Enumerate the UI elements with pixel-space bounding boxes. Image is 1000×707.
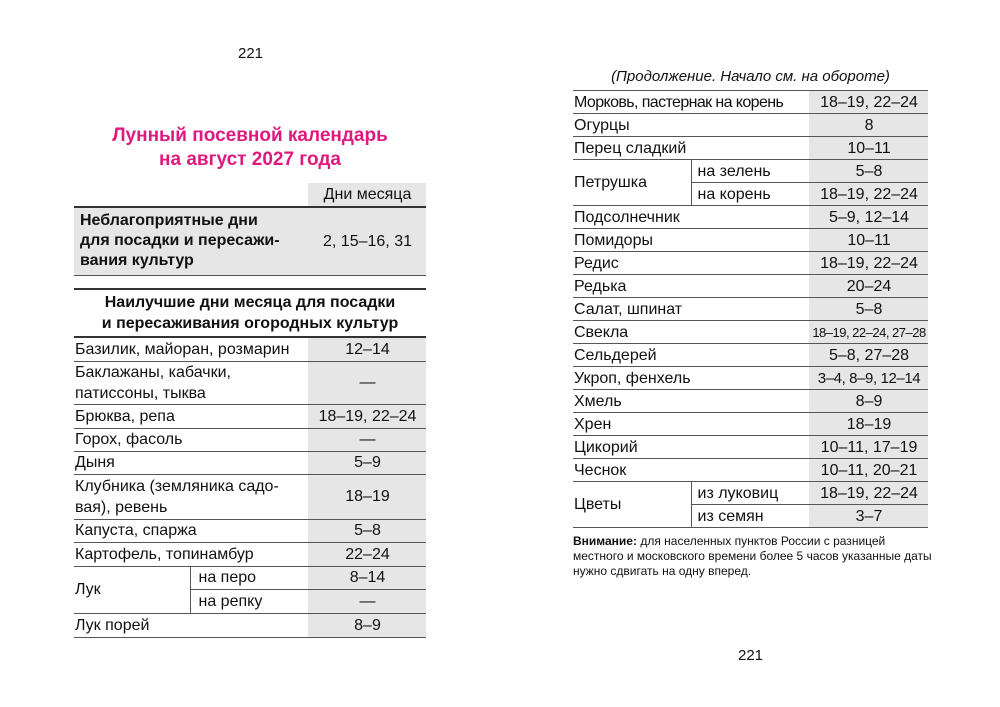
table-row: Хрен 18–19 xyxy=(573,413,928,436)
title-line-1: Лунный посевной календарь xyxy=(112,125,388,146)
table-row: из семян 3–7 xyxy=(573,505,928,528)
table-row: Морковь, пастернак на корень 18–19, 22–24 xyxy=(573,91,928,114)
note-bold-label: Внимание: xyxy=(573,534,637,548)
table-row: Цветы из луковиц 18–19, 22–24 xyxy=(573,482,928,505)
table-row: Сельдерей 5–8, 27–28 xyxy=(573,344,928,367)
table-row: Баклажаны, кабачки, патиссоны, тыква — xyxy=(74,361,426,404)
right-table xyxy=(573,90,928,528)
unfavorable-table xyxy=(74,183,426,276)
page-number-left: 221 xyxy=(238,45,264,62)
table-row: Капуста, спаржа 5–8 xyxy=(74,519,426,542)
title-line-2: на август 2027 года xyxy=(159,149,341,170)
unfavorable-days: 2, 15–16, 31 xyxy=(308,207,426,275)
table-row: Свекла 18–19, 22–24, 27–28 xyxy=(573,321,928,344)
table-row: Лук порей 8–9 xyxy=(74,613,426,637)
table-row: Горох, фасоль — xyxy=(74,428,426,451)
unfavorable-label: Неблагоприятные дни для посадки и пересажи- вания культур xyxy=(74,207,308,275)
table-row: Картофель, топинамбур 22–24 xyxy=(74,542,426,566)
col-header-days: Дни месяца xyxy=(308,183,426,207)
divider xyxy=(74,288,426,290)
table-row: Подсолнечник 5–9, 12–14 xyxy=(573,206,928,229)
page-number-right: 221 xyxy=(738,647,764,664)
table-row: Дыня 5–9 xyxy=(74,451,426,474)
table-row: Редька 20–24 xyxy=(573,275,928,298)
continuation-note: (Продолжение. Начало см. на обороте) xyxy=(611,68,890,85)
table-row: Лук на перо 8–14 xyxy=(74,566,426,589)
best-days-table xyxy=(74,338,426,638)
table-row: Хмель 8–9 xyxy=(573,390,928,413)
table-row: Клубника (земляника садо- вая), ревень 18–19 xyxy=(74,474,426,519)
table-row: Салат, шпинат 5–8 xyxy=(573,298,928,321)
attention-note xyxy=(573,534,933,579)
table-row: на корень 18–19, 22–24 xyxy=(573,183,928,206)
note-text: для населенных пунктов России с разницей местного и московского времени более 5 часов указанные даты нужно сдвигать на одну вперед. xyxy=(573,534,932,578)
table-row: Чеснок 10–11, 20–21 xyxy=(573,459,928,482)
table-row: Огурцы 8 xyxy=(573,114,928,137)
table-row: Петрушка на зелень 5–8 xyxy=(573,160,928,183)
table-row: Редис 18–19, 22–24 xyxy=(573,252,928,275)
table-row: Базилик, майоран, розмарин 12–14 xyxy=(74,338,426,361)
best-days-header: Наилучшие дни месяца для посадки и пересаживания огородных культур xyxy=(101,294,399,332)
table-row: Перец сладкий 10–11 xyxy=(573,137,928,160)
table-row: на репку — xyxy=(74,589,426,613)
page-title xyxy=(74,124,426,172)
table-row: Брюква, репа 18–19, 22–24 xyxy=(74,404,426,428)
table-row: Помидоры 10–11 xyxy=(573,229,928,252)
table-row: Укроп, фенхель 3–4, 8–9, 12–14 xyxy=(573,367,928,390)
table-row: Цикорий 10–11, 17–19 xyxy=(573,436,928,459)
